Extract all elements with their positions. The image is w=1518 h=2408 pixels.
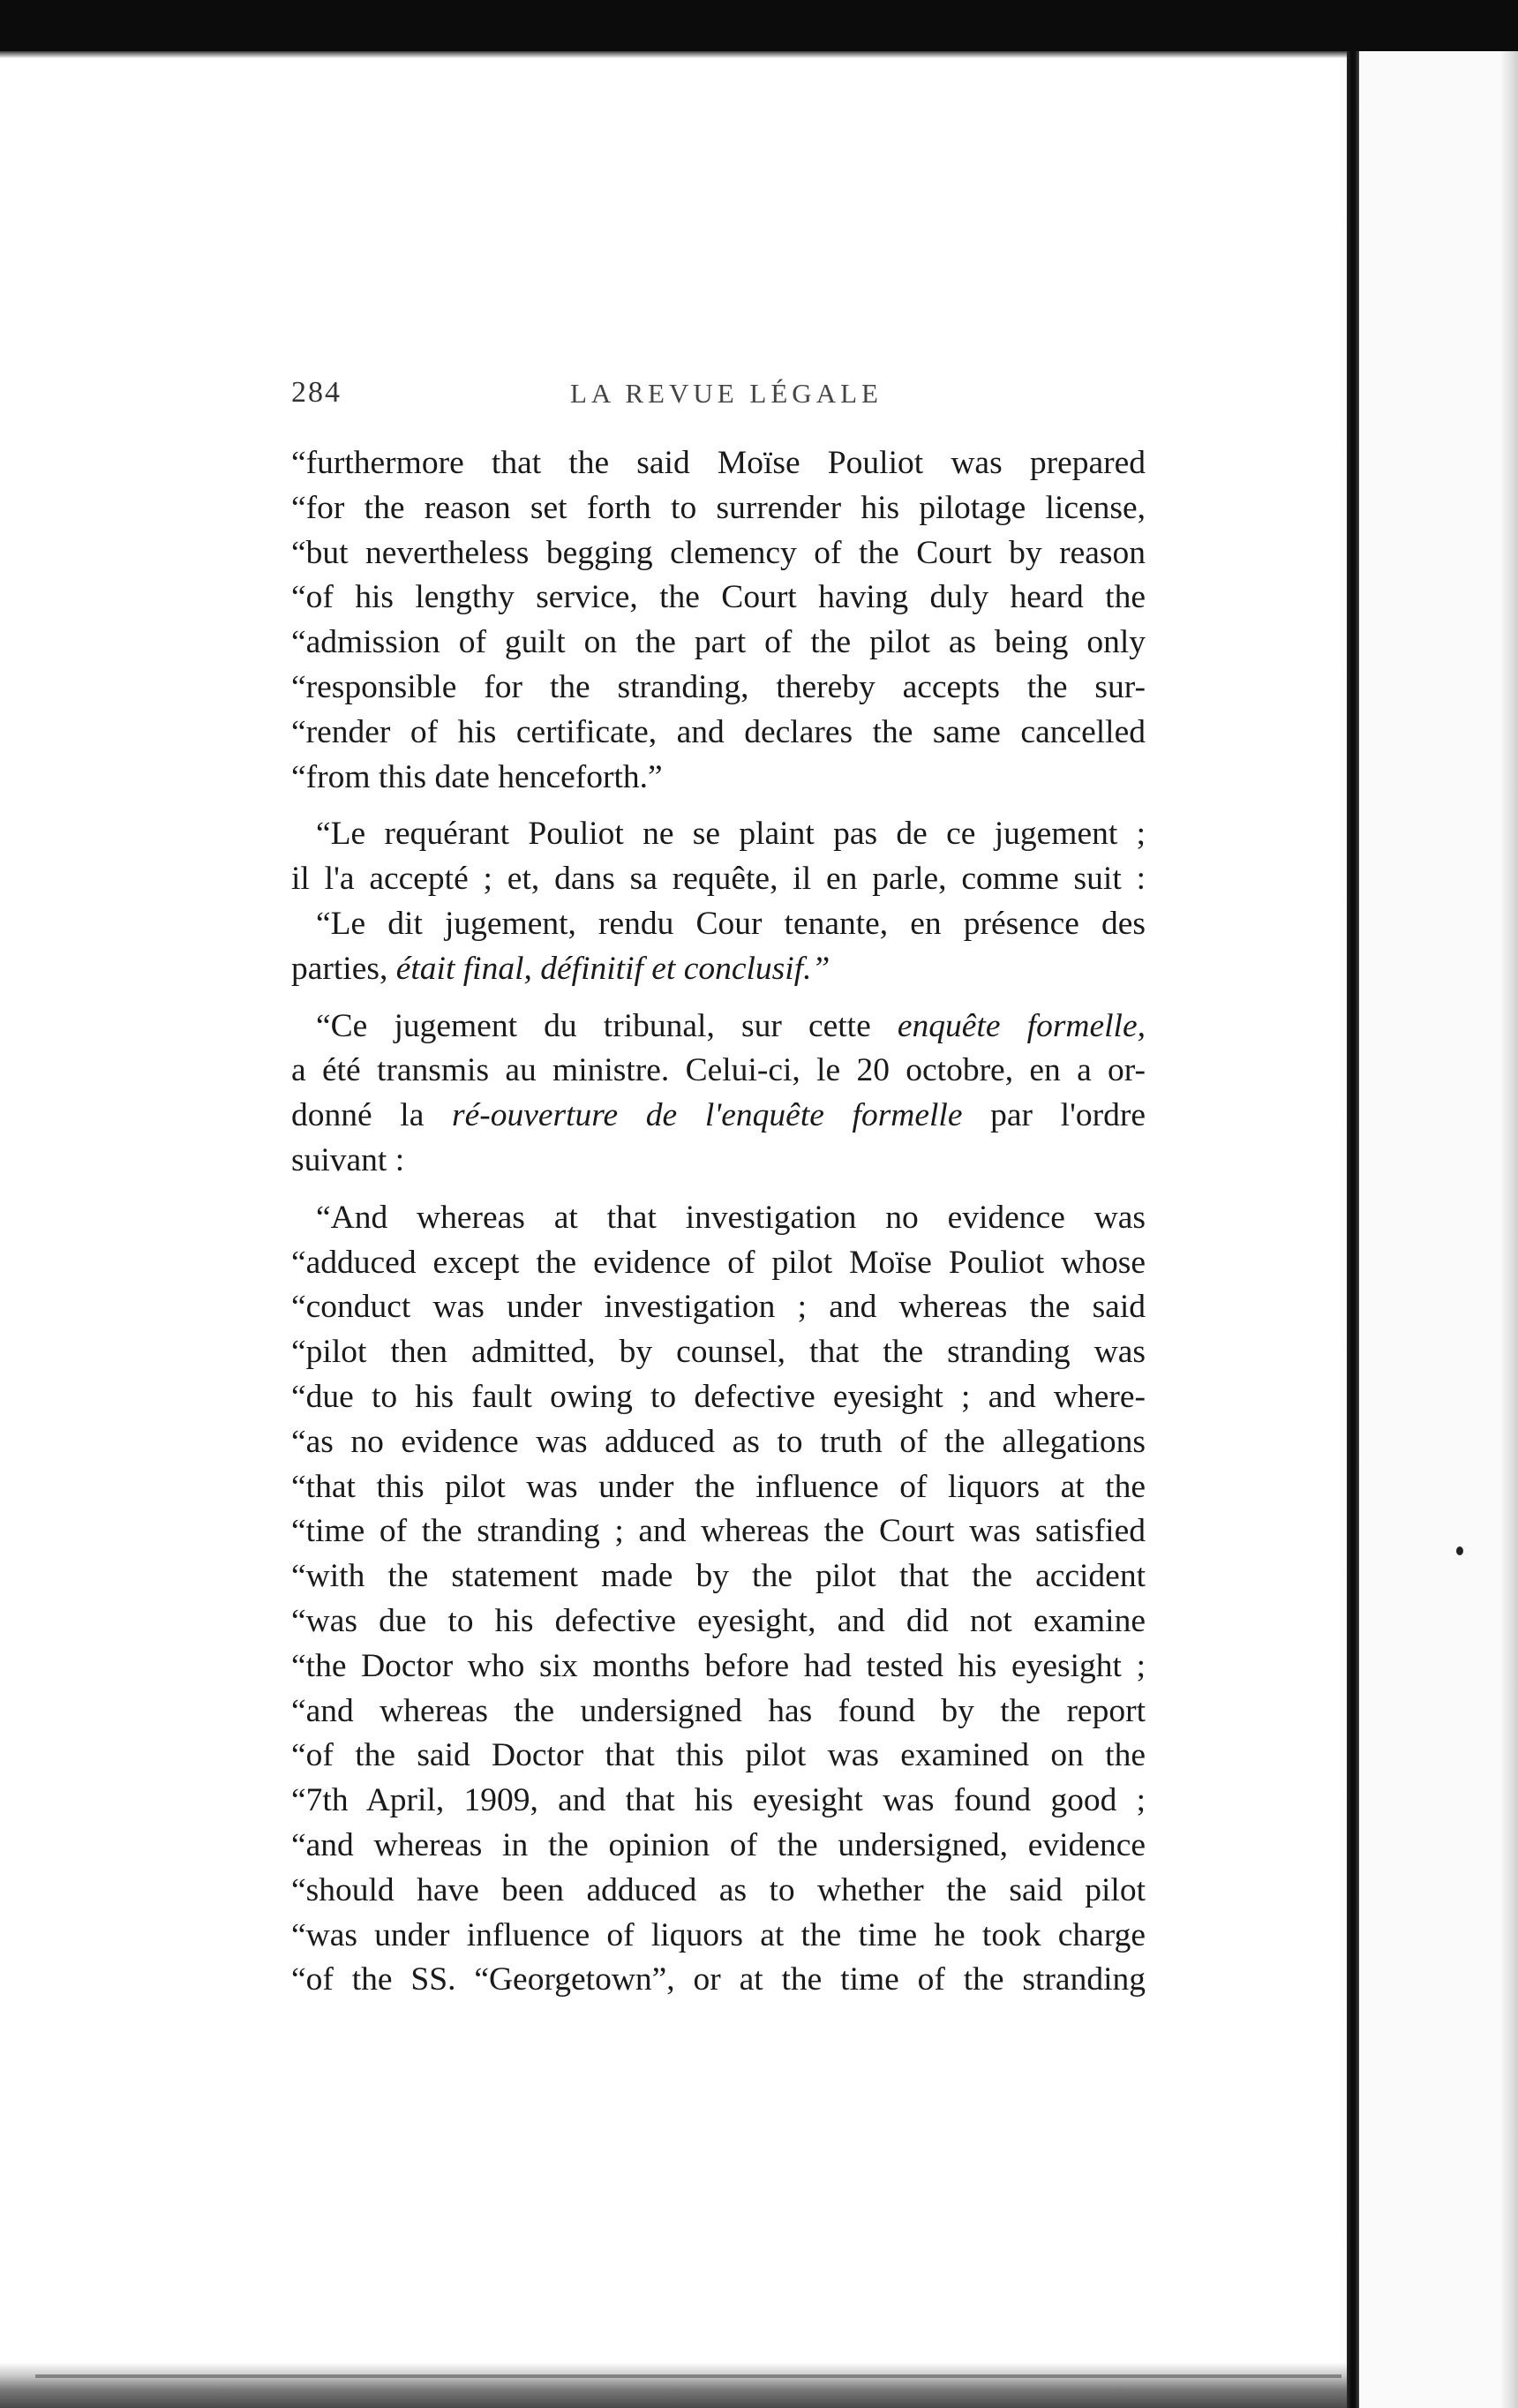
paragraph-jugement [291,902,1146,992]
paragraph-whereas [291,1196,1146,2003]
text-line: “7th April, 1909, and that his eyesight was found good ; [291,1782,1146,1819]
scan-top-shadow [0,51,1350,58]
italic-text: ré-ouverture de l'enquête formelle [452,1097,963,1134]
page-number: 284 [291,376,342,409]
body-text [291,441,1146,2003]
text-line: “from this date henceforth.” [291,758,663,795]
text-line: “Le requérant Pouliot ne se plaint pas de ce jugement ; [316,816,1146,853]
text-line: “for the reason set forth to surrender his pilotage license, [291,489,1146,526]
text-run: par l'ordre [962,1097,1146,1134]
text-line: “but nevertheless begging clemency of the Court by reason [291,534,1146,571]
book-gutter [1347,51,1359,2408]
text-line [291,1094,1146,1139]
italic-text: enquête formelle, [897,1007,1146,1044]
paragraph-requerant [291,812,1146,902]
italic-text: était final, définitif et conclusif.” [395,950,830,987]
scan-bottom-edge [0,2362,1347,2408]
text-line: “furthermore that the said Moïse Pouliot was prepared [291,445,1146,481]
text-run: “Ce jugement du tribunal, sur cette [316,1007,898,1044]
facing-page-margin [1359,51,1518,2408]
page-header [291,376,1174,420]
scan-bottom-line [35,2374,1341,2378]
text-line: “pilot then admitted, by counsel, that the stranding was [291,1334,1146,1371]
running-head: LA REVUE LÉGALE [570,378,883,409]
text-line: “Le dit jugement, rendu Cour tenante, en présence des [316,905,1146,942]
text-line: “and whereas in the opinion of the undersigned, evidence [291,1826,1146,1863]
paragraph-tribunal [291,1005,1146,1184]
text-line: “with the statement made by the pilot that the accident [291,1558,1146,1595]
text-line [291,947,1146,992]
text-line: “the Doctor who six months before had tested his eyesight ; [291,1647,1146,1684]
text-line: “adduced except the evidence of pilot Moïse Pouliot whose [291,1244,1146,1281]
text-line [291,1005,1146,1050]
text-line: “and whereas the undersigned has found by the report [291,1692,1146,1729]
text-run: parties, [291,950,396,987]
text-line: “as no evidence was adduced as to truth of the allegations [291,1423,1146,1460]
paragraph-quote-english [291,441,1146,800]
text-line: “render of his certificate, and declares the same cancelled [291,713,1146,750]
text-line: a été transmis au ministre. Celui-ci, le 20 octobre, en a or- [291,1052,1146,1089]
scan-top-edge [0,0,1518,51]
text-line: “should have been adduced as to whether the said pilot [291,1871,1146,1908]
text-line: “conduct was under investigation ; and whereas the said [291,1289,1146,1326]
text-line: il l'a accepté ; et, dans sa requête, il en parle, comme suit : [291,861,1146,898]
text-line: “And whereas at that investigation no evidence was [316,1199,1146,1236]
text-line: “of the SS. “Georgetown”, or at the time of the stranding [291,1961,1146,1998]
text-line: “was due to his defective eyesight, and did not examine [291,1602,1146,1639]
facing-page-shadow [1500,51,1518,2408]
text-line: “due to his fault owing to defective eyesight ; and where- [291,1378,1146,1415]
text-line: “of the said Doctor that this pilot was examined on the [291,1737,1146,1774]
text-line: “of his lengthy service, the Court having duly heard the [291,579,1146,616]
text-run: donné la [291,1097,453,1134]
text-line: “admission of guilt on the part of the pilot as being only [291,624,1146,661]
text-line: “time of the stranding ; and whereas the Court was satisfied [291,1513,1146,1550]
text-line: suivant : [291,1141,405,1178]
text-line: “responsible for the stranding, thereby accepts the sur- [291,668,1146,705]
scan-speck [1456,1546,1463,1555]
text-line: “that this pilot was under the influence of liquors at the [291,1468,1146,1505]
text-line: “was under influence of liquors at the time he took charge [291,1916,1146,1953]
